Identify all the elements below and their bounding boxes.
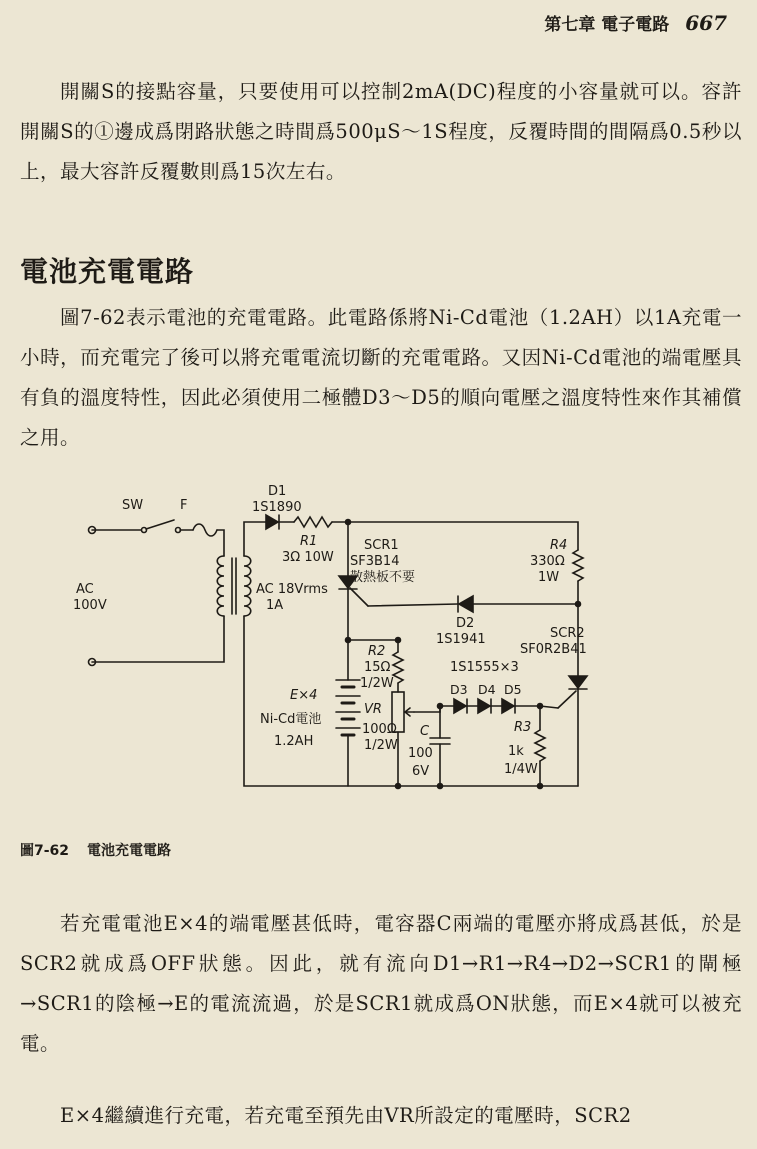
label-battery-3: 1.2AH bbox=[274, 734, 314, 749]
switch-blade bbox=[146, 520, 174, 529]
scr1-gate bbox=[350, 588, 368, 606]
figure-caption bbox=[20, 840, 171, 860]
label-f: F bbox=[180, 498, 188, 513]
label-r3-value-2: 1/4W bbox=[504, 762, 538, 777]
wire-r1-node bbox=[332, 522, 348, 576]
diode-d1-body bbox=[266, 515, 278, 529]
label-r1: R1 bbox=[300, 534, 318, 549]
figure-caption-number: 圖7-62 bbox=[20, 843, 70, 859]
node-r3-ground bbox=[538, 784, 543, 789]
chapter-title: 第七章 電子電路 bbox=[544, 15, 670, 35]
circuit-figure bbox=[68, 480, 608, 810]
figure-caption-text: 電池充電電路 bbox=[87, 843, 172, 859]
wire-wiper bbox=[414, 706, 440, 712]
label-r2: R2 bbox=[368, 644, 386, 659]
label-d5: D5 bbox=[504, 682, 522, 697]
explanation-paragraph: 若充電電池E×4的端電壓甚低時，電容器C兩端的電壓亦將成爲甚低，於是SCR2就成爲OFF狀態。因此，就有流向D1→R1→R4→D2→SCR1的閘極→SCR1的陰極→E的電流流過，於是SCR1就成爲ON狀態，而E×4就可以被充電。 bbox=[20, 912, 742, 1055]
label-r4-value-1: 330Ω bbox=[530, 554, 565, 569]
wire-d2-to-gate bbox=[368, 604, 458, 606]
label-d1: D1 bbox=[268, 484, 287, 499]
label-scr2: SCR2 bbox=[550, 626, 585, 641]
label-c-value-1: 100 bbox=[408, 746, 433, 761]
label-battery-1: E×4 bbox=[290, 688, 318, 703]
diode-d5-body bbox=[502, 699, 514, 713]
label-sw: SW bbox=[122, 498, 144, 513]
section-body-paragraph: 圖7-62表示電池的充電電路。此電路係將Ni-Cd電池（1.2AH）以1A充電一小時，而充電完了後可以將充電電流切斷的充電電路。又因Ni-Cd電池的端電壓具有負的溫度特性，因此必須使用二極體D3～D5的順向電壓之溫度特性來作其補償之用。 bbox=[20, 306, 742, 449]
label-transformer-2: 1A bbox=[266, 598, 284, 613]
label-d1-part: 1S1890 bbox=[252, 500, 302, 515]
label-diodes-part: 1S1555×3 bbox=[450, 660, 519, 675]
diode-d2-body bbox=[459, 596, 473, 612]
label-vr: VR bbox=[364, 702, 382, 717]
resistor-r2 bbox=[393, 652, 403, 683]
wire-fuse-to-primary bbox=[217, 530, 224, 556]
label-r2-value-1: 15Ω bbox=[364, 660, 391, 675]
label-transformer-1: AC 18Vrms bbox=[256, 582, 328, 597]
node-vr-ground bbox=[396, 784, 401, 789]
label-r2-value-2: 1/2W bbox=[360, 676, 394, 691]
label-r4: R4 bbox=[550, 538, 568, 553]
label-vr-value-1: 100Ω bbox=[362, 722, 397, 737]
label-r4-value-2: 1W bbox=[538, 570, 560, 585]
resistor-r4 bbox=[573, 550, 583, 581]
label-battery-2: Ni-Cd電池 bbox=[260, 712, 322, 727]
node-c-ground bbox=[438, 784, 443, 789]
label-scr2-part: SF0R2B41 bbox=[520, 642, 587, 657]
label-r3: R3 bbox=[514, 720, 532, 735]
page-number: 667 bbox=[685, 11, 727, 35]
label-d2-part: 1S1941 bbox=[436, 632, 486, 647]
label-d4: D4 bbox=[478, 682, 496, 697]
scr2-body bbox=[569, 676, 587, 688]
scr2-gate bbox=[558, 691, 576, 708]
transformer-secondary bbox=[244, 556, 251, 616]
label-ac-in-1: AC bbox=[76, 582, 94, 597]
label-c: C bbox=[420, 724, 430, 739]
label-ac-in-2: 100V bbox=[73, 598, 107, 613]
label-r3-value-1: 1k bbox=[508, 744, 524, 759]
label-vr-value-2: 1/2W bbox=[364, 738, 398, 753]
transformer-primary bbox=[217, 556, 224, 616]
fuse-f bbox=[193, 524, 217, 536]
resistor-r3 bbox=[535, 730, 545, 761]
intro-paragraph: 開關S的接點容量，只要使用可以控制2mA(DC)程度的小容量就可以。容許開關S的①邊成爲閉路狀態之時間爲500μS～1S程度，反覆時間的間隔爲0.5秒以上，最大容許反覆數則爲15次左右。 bbox=[20, 80, 742, 183]
label-d3: D3 bbox=[450, 682, 468, 697]
label-scr1-note: 散熱板不要 bbox=[350, 570, 416, 585]
page-header bbox=[544, 10, 727, 35]
label-d2: D2 bbox=[456, 616, 475, 631]
wire-primary-return bbox=[92, 616, 224, 662]
label-scr1-part: SF3B14 bbox=[350, 554, 400, 569]
last-paragraph: E×4繼續進行充電，若充電至預先由VR所設定的電壓時，SCR2 bbox=[60, 1104, 632, 1127]
label-c-value-2: 6V bbox=[412, 764, 430, 779]
label-scr1: SCR1 bbox=[364, 538, 399, 553]
section-heading: 電池充電電路 bbox=[20, 255, 195, 288]
diode-d4-body bbox=[478, 699, 490, 713]
label-r1-value: 3Ω 10W bbox=[282, 550, 334, 565]
wire-secondary-top bbox=[244, 522, 266, 556]
resistor-r1 bbox=[294, 517, 332, 527]
diode-d3-body bbox=[454, 699, 466, 713]
